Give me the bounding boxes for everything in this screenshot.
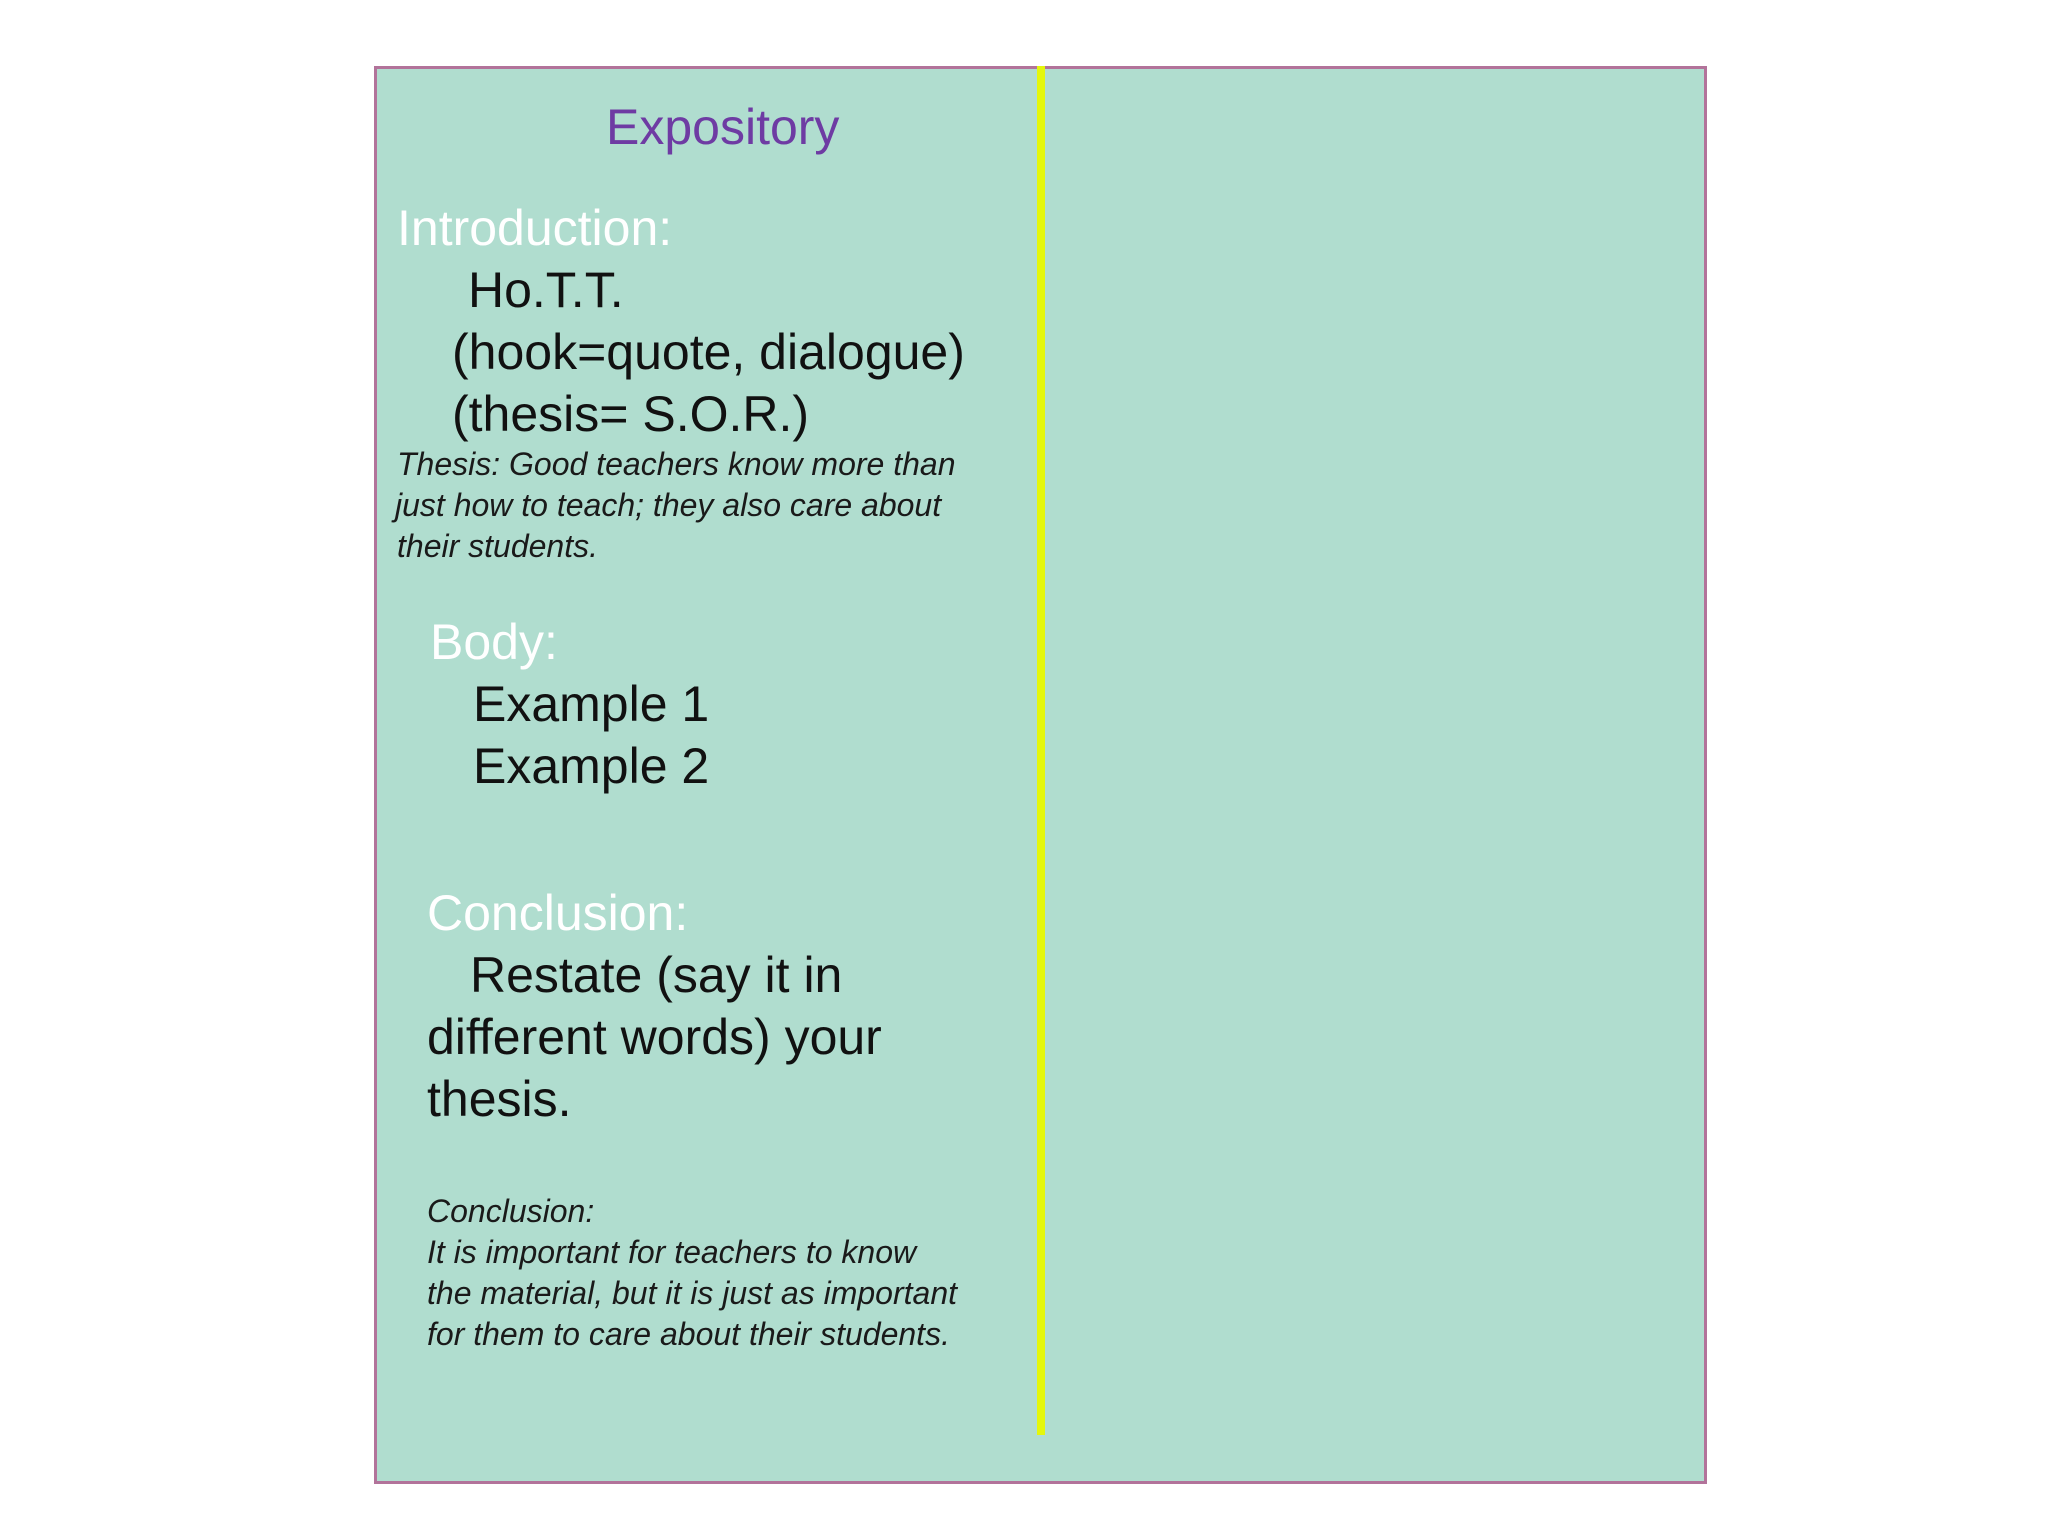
slide-title: Expository — [606, 99, 840, 155]
introduction-line-1: Ho.T.T. — [468, 262, 624, 318]
conclusion-example-line-3: the material, but it is just as important — [427, 1275, 957, 1311]
column-divider — [1037, 66, 1045, 1435]
conclusion-line-3: thesis. — [427, 1071, 572, 1127]
body-line-2: Example 2 — [473, 738, 710, 794]
conclusion-example-line-2: It is important for teachers to know — [427, 1234, 917, 1270]
conclusion-example-line-1: Conclusion: — [427, 1193, 595, 1229]
introduction-line-3: (thesis= S.O.R.) — [452, 386, 810, 442]
thesis-example-line-3: their students. — [397, 528, 598, 564]
introduction-line-2: (hook=quote, dialogue) — [452, 324, 965, 380]
conclusion-example-line-4: for them to care about their students. — [427, 1316, 950, 1352]
introduction-heading: Introduction: — [397, 200, 673, 256]
conclusion-line-2: different words) your — [427, 1009, 882, 1065]
thesis-example-line-2: just how to teach; they also care about — [395, 487, 942, 523]
body-line-1: Example 1 — [473, 676, 710, 732]
body-heading: Body: — [430, 614, 558, 670]
conclusion-line-1: Restate (say it in — [470, 947, 843, 1003]
thesis-example-line-1: Thesis: Good teachers know more than — [397, 446, 956, 482]
conclusion-heading: Conclusion: — [427, 885, 689, 941]
